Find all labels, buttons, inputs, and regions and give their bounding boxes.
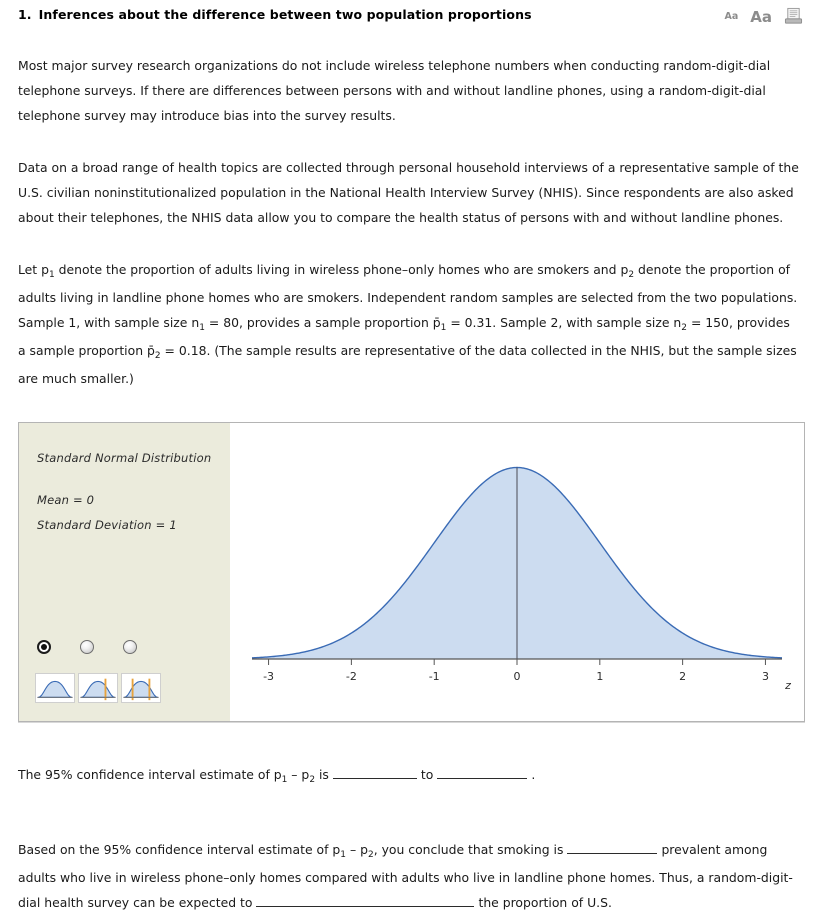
distribution-chart-area — [230, 423, 804, 721]
x-axis-tick-label: 2 — [679, 670, 687, 683]
distribution-settings-panel — [19, 423, 230, 721]
p3-part5: = 0.31. Sample 2, with sample size n — [446, 315, 682, 330]
q2-sub1: 1 — [340, 850, 346, 860]
x-axis-tick-label: 3 — [761, 670, 769, 683]
question-body — [0, 26, 819, 440]
thumbnail-one-tail-shading[interactable] — [78, 673, 118, 703]
p3-sub6: 2 — [154, 351, 161, 361]
page-header — [0, 0, 819, 26]
radio-two-tail-shading[interactable] — [123, 640, 137, 654]
paragraph-3 — [18, 257, 801, 391]
p3-part1: Let p — [18, 262, 49, 277]
p3-sub3: 1 — [199, 323, 205, 333]
question-2 — [18, 837, 801, 915]
normal-distribution-chart — [230, 423, 804, 721]
question-title-text: Inferences about the difference between two population proportions — [38, 7, 532, 22]
decrease-font-size-button[interactable]: Aa — [724, 11, 739, 22]
q1-part3: is — [315, 767, 329, 782]
q1-part2: – p — [287, 767, 310, 782]
q2-part3: , you conclude that smoking is — [373, 842, 564, 857]
header-toolbar — [725, 6, 804, 26]
x-axis-tick-label: -1 — [428, 670, 440, 683]
x-axis-tick-label: -2 — [345, 670, 357, 683]
print-icon[interactable] — [784, 7, 803, 26]
distribution-title: Standard Normal Distribution — [37, 451, 212, 465]
p3-part2: denote the proportion of adults living in wireless phone–only homes who are smokers and p — [54, 262, 629, 277]
q1-upper-bound-input[interactable] — [437, 765, 527, 779]
q2-effect-input[interactable] — [256, 893, 474, 907]
p3-part4: = 80, provides a sample proportion p̄ — [204, 315, 441, 330]
q2-part5: the proportion of U.S. — [478, 895, 612, 910]
x-axis-tick-label: 0 — [513, 670, 521, 683]
q1-period: . — [531, 767, 536, 782]
question-1 — [18, 762, 801, 790]
shading-mode-radio-group[interactable] — [37, 640, 137, 654]
q1-part1: The 95% confidence interval estimate of p — [18, 767, 282, 782]
p3-sub2: 2 — [628, 270, 635, 280]
distribution-sd-label: Standard Deviation = 1 — [37, 518, 177, 532]
q1-sub1: 1 — [281, 775, 288, 785]
p3-sub5: 2 — [681, 323, 688, 333]
q2-part2: – p — [346, 842, 368, 857]
q2-part4: prevalent among adults who live in wireless phone–only homes compared with adults who live in landline phone homes. Thus, a random-digit-dial health survey can be expected to — [18, 842, 793, 910]
p3-part7: = 0.18. (The sample results are representative of the data collected in the NHIS, but the sample sizes are much smaller.) — [18, 343, 797, 386]
q2-sub2: 2 — [367, 850, 374, 860]
q2-comparison-input[interactable] — [567, 840, 657, 854]
q1-connector: to — [420, 767, 434, 782]
distribution-mean-label: Mean = 0 — [37, 493, 95, 507]
radio-no-tail-shading[interactable] — [37, 640, 51, 654]
question-inputs-section — [0, 762, 819, 915]
x-axis-tick-label: -3 — [263, 670, 275, 683]
paragraph-1: Most major survey research organizations do not include wireless telephone numbers when conducting random-digit-dial telephone surveys. If there are differences between persons with and without landline phones, using a random-digit-dial telephone survey may introduce bias into the survey results. — [18, 58, 771, 123]
q1-lower-bound-input[interactable] — [333, 765, 417, 779]
p3-sub1: 1 — [48, 270, 55, 280]
x-axis-name: z — [785, 679, 791, 692]
increase-font-size-button[interactable]: Aa — [750, 7, 772, 26]
thumbnail-two-tail-shading[interactable] — [121, 673, 161, 703]
p3-part3: denote the proportion of adults living in landline phone homes who are smokers. Independent random samples are selected from the two populations. Sample 1, with sample size n — [18, 262, 798, 330]
shading-mode-thumbnails[interactable] — [35, 673, 161, 703]
thumbnail-no-tail-shading[interactable] — [35, 673, 75, 703]
q2-part1: Based on the 95% confidence interval estimate of p — [18, 842, 341, 857]
distributions-tool[interactable] — [18, 422, 805, 722]
page-title — [18, 6, 532, 24]
x-axis-tick-label: 1 — [596, 670, 604, 683]
question-number: 1. — [18, 7, 32, 22]
p3-part6: = 150, provides a sample proportion p̄ — [18, 315, 790, 358]
p3-sub4: 1 — [440, 323, 447, 333]
q1-sub2: 2 — [309, 775, 316, 785]
paragraph-2: Data on a broad range of health topics are collected through personal household interviews of a representative sample of the U.S. civilian noninstitutionalized population in the National Health Interview Survey (NHIS). Since respondents are also asked about their telephones, the NHIS data allow you to compare the health status of persons with and without landline phones. — [18, 160, 799, 225]
radio-one-tail-shading[interactable] — [80, 640, 94, 654]
